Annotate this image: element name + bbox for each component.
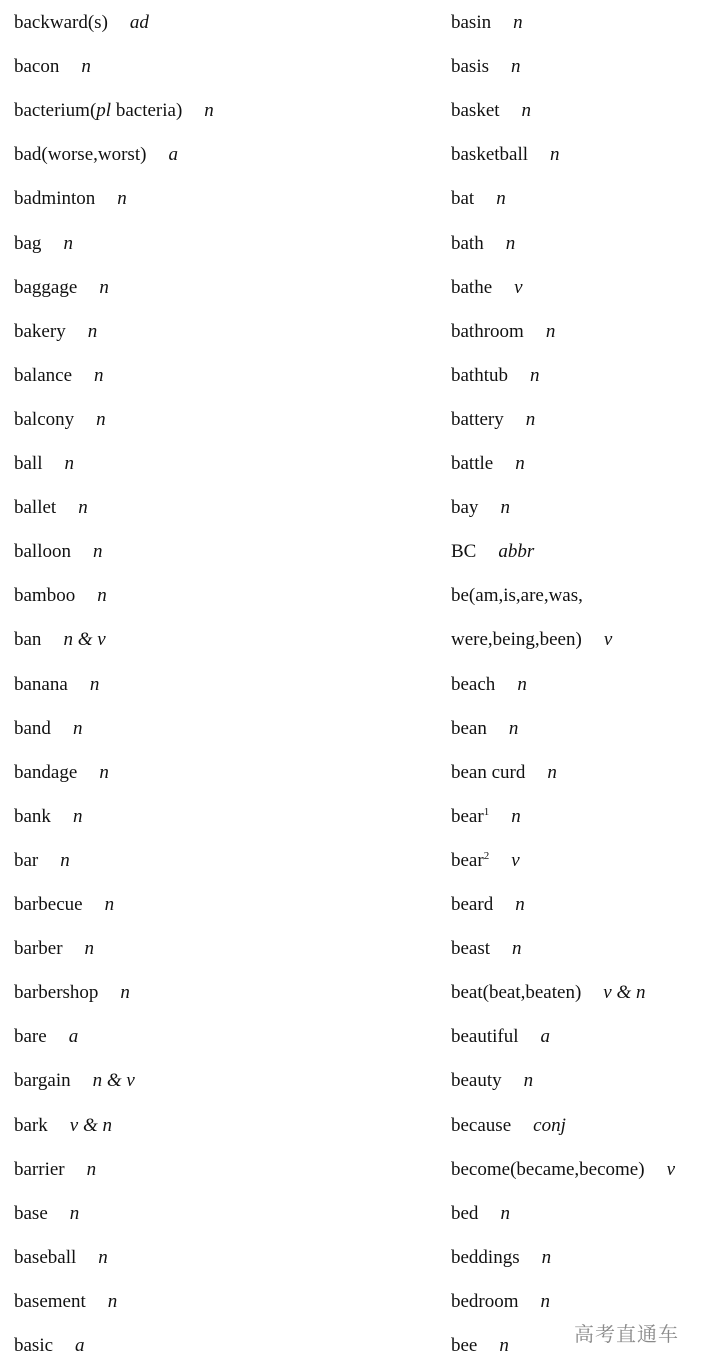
part-of-speech: n	[540, 1290, 551, 1312]
part-of-speech: n	[530, 364, 540, 386]
part-of-speech: n	[72, 717, 83, 739]
word-base: bandage	[14, 761, 78, 783]
word-entry	[451, 1290, 550, 1314]
word-text	[451, 409, 504, 430]
word-entry	[451, 761, 557, 785]
word-text	[14, 850, 38, 871]
word-entry	[14, 232, 73, 256]
word-text	[14, 1115, 48, 1136]
part-of-speech: n	[72, 805, 83, 827]
word-entry	[14, 55, 91, 79]
word-text	[451, 762, 525, 783]
word-base: bathtub	[451, 364, 508, 386]
word-base: beach	[451, 673, 496, 695]
word-base: bathe	[451, 276, 493, 298]
word-text	[14, 938, 63, 959]
word-text	[14, 365, 72, 386]
part-of-speech: n	[107, 1290, 118, 1312]
word-base: balloon	[14, 541, 71, 563]
word-base: barbecue	[14, 894, 83, 915]
word-text	[14, 188, 95, 209]
word-text	[14, 321, 66, 342]
word-entry	[451, 717, 518, 741]
word-entry	[451, 496, 510, 520]
word-base: basin	[451, 12, 492, 33]
part-of-speech: n	[96, 408, 106, 430]
word-entry	[14, 187, 127, 211]
word-text	[14, 894, 83, 915]
word-base: bag	[14, 232, 42, 254]
word-base: basis	[451, 56, 489, 78]
word-entry	[451, 1069, 533, 1093]
word-entry	[451, 55, 521, 79]
word-entry	[14, 1114, 112, 1138]
part-of-speech: n	[511, 805, 521, 827]
part-of-speech: a	[168, 144, 178, 166]
word-base: ban	[14, 629, 42, 651]
word-entry	[451, 937, 522, 961]
word-text	[14, 409, 74, 430]
word-base: base	[14, 1202, 48, 1224]
word-base: bedroom	[451, 1290, 519, 1312]
word-base: bank	[14, 805, 51, 827]
part-of-speech: n	[99, 276, 109, 298]
word-base: ballet	[14, 497, 57, 519]
part-of-speech: v	[511, 849, 520, 871]
part-of-speech: n	[513, 12, 523, 33]
part-of-speech: a	[75, 1335, 85, 1356]
word-text	[451, 541, 476, 562]
word-text	[451, 321, 524, 342]
word-base: balcony	[14, 408, 75, 430]
word-base: beautiful	[451, 1026, 519, 1048]
word-base: bean curd	[451, 761, 526, 783]
part-of-speech: n	[512, 938, 522, 960]
word-text	[14, 1335, 53, 1356]
part-of-speech: n	[98, 1246, 108, 1268]
word-entry	[14, 717, 82, 741]
word-entry	[14, 99, 214, 123]
part-of-speech: n	[93, 541, 103, 563]
word-text	[451, 806, 489, 827]
word-entry	[14, 11, 149, 35]
word-entry	[451, 981, 646, 1005]
part-of-speech: v	[666, 1158, 676, 1180]
word-entry	[451, 1158, 675, 1182]
part-of-speech: a	[540, 1026, 551, 1048]
word-entry	[14, 496, 88, 520]
word-text	[14, 982, 98, 1003]
word-entry	[451, 893, 525, 917]
word-entry	[451, 187, 506, 211]
watermark: 高考直通车	[574, 1322, 679, 1346]
word-text	[451, 1247, 520, 1268]
part-of-speech: n	[60, 849, 70, 871]
word-base: battle	[451, 453, 494, 474]
word-entry	[14, 893, 114, 917]
word-entry	[451, 320, 555, 344]
word-entry	[451, 1334, 509, 1358]
word-text	[451, 233, 484, 254]
part-of-speech: n	[63, 232, 73, 254]
word-entry	[14, 1158, 96, 1182]
word-base: bamboo	[14, 585, 76, 607]
part-of-speech: v	[514, 276, 523, 298]
word-entry	[14, 1246, 108, 1270]
word-base: basic	[14, 1335, 54, 1356]
word-text	[451, 1291, 519, 1312]
word-base: balance	[14, 364, 73, 386]
part-of-speech: n	[515, 894, 525, 915]
word-base: were,being,been)	[451, 629, 582, 651]
word-entry	[14, 452, 74, 476]
part-of-speech: n	[117, 188, 127, 210]
word-text	[14, 718, 51, 739]
part-of-speech: n	[500, 1202, 510, 1224]
word-entry	[14, 981, 130, 1005]
word-text	[451, 674, 495, 695]
word-base: bear	[451, 805, 484, 827]
part-of-speech: n	[505, 232, 516, 254]
word-text	[14, 233, 41, 254]
homograph-number: 1	[483, 805, 490, 818]
word-base: be(am,is,are,was,	[451, 585, 583, 607]
word-text	[14, 453, 43, 474]
word-entry	[14, 1025, 78, 1049]
word-text	[451, 188, 474, 209]
word-base: bear	[451, 849, 484, 871]
word-entry	[14, 540, 103, 564]
word-entry	[451, 628, 612, 652]
part-of-speech: n	[81, 56, 91, 78]
word-entry	[451, 673, 527, 697]
word-text	[14, 806, 51, 827]
word-text	[14, 541, 71, 562]
word-text	[451, 629, 582, 650]
word-entry	[451, 11, 523, 35]
part-of-speech: n	[97, 585, 107, 607]
word-text	[451, 277, 492, 298]
part-of-speech: n	[69, 1202, 80, 1224]
word-text	[14, 277, 77, 298]
word-entry	[14, 364, 104, 388]
word-base: bed	[451, 1202, 479, 1224]
word-base: ball	[14, 453, 43, 474]
word-base: backward(s)	[14, 12, 108, 33]
word-text	[451, 585, 583, 606]
word-text	[14, 1203, 48, 1224]
part-of-speech: n	[541, 1246, 552, 1268]
word-base: bay	[451, 497, 479, 519]
word-text	[451, 1159, 645, 1180]
word-base: basketball	[451, 144, 529, 166]
word-entry	[14, 1202, 79, 1226]
word-base: BC	[451, 541, 477, 563]
word-base: baseball	[14, 1246, 77, 1268]
word-entry	[451, 1246, 551, 1270]
word-text	[451, 365, 508, 386]
part-of-speech: n	[86, 1158, 97, 1180]
word-base: banana	[14, 673, 68, 695]
part-of-speech: n	[547, 761, 557, 783]
word-entry	[451, 364, 540, 388]
word-entry	[14, 673, 99, 697]
word-entry	[14, 584, 107, 608]
word-base: basement	[14, 1290, 86, 1312]
word-base: beard	[451, 894, 494, 915]
word-text	[451, 1070, 502, 1091]
word-text	[14, 674, 68, 695]
word-base: barbershop	[14, 982, 99, 1004]
word-base: bacon	[14, 56, 60, 78]
word-entry	[451, 143, 560, 167]
part-of-speech: abbr	[498, 541, 535, 563]
word-text	[14, 1070, 71, 1091]
part-of-speech: n	[521, 100, 532, 122]
part-of-speech: n	[94, 364, 104, 386]
word-entry	[14, 805, 82, 829]
part-of-speech: n	[499, 1335, 509, 1356]
word-text	[14, 629, 41, 650]
word-entry	[451, 1114, 566, 1138]
word-base: barber	[14, 938, 63, 960]
word-text	[14, 100, 182, 121]
word-base: bakery	[14, 320, 66, 342]
part-of-speech: n	[87, 320, 98, 342]
part-of-speech: n	[508, 717, 519, 739]
word-base: bean	[451, 717, 487, 739]
word-entry	[14, 276, 109, 300]
word-entry	[14, 143, 178, 167]
word-text	[451, 1335, 477, 1356]
part-of-speech: n	[550, 144, 560, 166]
word-text	[14, 1026, 47, 1047]
word-entry	[14, 937, 94, 961]
part-of-speech: n	[84, 938, 95, 960]
word-base: bad(worse,worst)	[14, 144, 147, 166]
word-entry	[451, 1025, 550, 1049]
word-entry	[14, 761, 109, 785]
word-entry	[451, 99, 531, 123]
word-text	[14, 1159, 65, 1180]
word-text	[451, 100, 500, 121]
homograph-number: 2	[483, 849, 490, 862]
word-entry	[14, 1334, 85, 1358]
part-of-speech: n	[78, 497, 88, 519]
part-of-speech: n & v	[92, 1070, 135, 1092]
part-of-speech: n	[104, 894, 115, 915]
part-of-speech: n	[515, 453, 525, 474]
word-text-part: bacterium(	[14, 100, 97, 122]
word-text	[14, 497, 56, 518]
part-of-speech: v & n	[69, 1114, 112, 1136]
word-base: bat	[451, 188, 475, 210]
word-base: beauty	[451, 1070, 502, 1092]
word-base: bare	[14, 1026, 47, 1048]
word-text	[14, 12, 108, 33]
word-base: beast	[451, 938, 491, 960]
word-base: band	[14, 717, 51, 739]
word-entry	[451, 452, 525, 476]
word-text	[451, 1115, 511, 1136]
part-of-speech: n	[545, 320, 556, 342]
word-base: baggage	[14, 276, 78, 298]
part-of-speech: n	[523, 1070, 534, 1092]
word-base: bath	[451, 232, 484, 254]
part-of-speech: n	[496, 188, 506, 210]
word-base: basket	[451, 100, 500, 122]
word-entry	[451, 408, 535, 432]
word-text	[451, 56, 489, 77]
word-base: bargain	[14, 1070, 71, 1092]
word-base: become(became,become)	[451, 1158, 645, 1180]
word-base: beddings	[451, 1246, 520, 1268]
word-entry	[14, 849, 70, 873]
word-text	[451, 982, 581, 1003]
word-text	[14, 144, 146, 165]
part-of-speech: n	[517, 673, 527, 695]
part-of-speech: ad	[129, 12, 149, 33]
word-text	[14, 1247, 76, 1268]
word-text-part: bacteria)	[111, 100, 183, 122]
word-base: bathroom	[451, 320, 524, 342]
part-of-speech: n	[500, 497, 510, 519]
part-of-speech: n	[525, 408, 536, 430]
part-of-speech: n	[64, 453, 74, 474]
word-base: bar	[14, 849, 39, 871]
word-text	[14, 1291, 86, 1312]
word-entry	[451, 584, 583, 608]
word-base: battery	[451, 408, 504, 430]
word-entry	[451, 276, 523, 300]
part-of-speech: n	[89, 673, 100, 695]
word-text	[451, 12, 491, 33]
word-entry	[14, 1069, 135, 1093]
part-of-speech: v & n	[603, 982, 646, 1004]
part-of-speech: v	[603, 629, 613, 651]
word-entry	[14, 320, 97, 344]
word-entry	[451, 540, 534, 564]
word-text	[14, 762, 77, 783]
part-of-speech: n & v	[63, 629, 106, 651]
word-text	[451, 938, 490, 959]
word-base: bee	[451, 1335, 478, 1356]
part-of-speech: a	[68, 1026, 79, 1048]
word-entry	[451, 232, 515, 256]
word-entry	[451, 1202, 510, 1226]
part-of-speech: n	[99, 761, 109, 783]
word-entry	[451, 849, 520, 873]
part-of-speech: n	[204, 100, 214, 122]
part-of-speech: conj	[533, 1114, 566, 1136]
word-text	[451, 1203, 478, 1224]
word-text	[451, 497, 478, 518]
word-text	[451, 453, 493, 474]
word-base: because	[451, 1114, 512, 1136]
word-text	[14, 56, 59, 77]
word-base: bark	[14, 1114, 48, 1136]
word-base: beat(beat,beaten)	[451, 982, 582, 1004]
part-of-speech: n	[511, 56, 521, 78]
plural-abbr: pl	[96, 100, 112, 122]
word-text	[451, 1026, 519, 1047]
word-text	[14, 585, 75, 606]
word-base: badminton	[14, 188, 96, 210]
word-text	[451, 144, 528, 165]
word-entry	[451, 805, 521, 829]
word-text	[451, 718, 487, 739]
word-text	[451, 894, 493, 915]
word-text	[451, 850, 489, 871]
word-base: barrier	[14, 1158, 65, 1180]
part-of-speech: n	[120, 982, 130, 1004]
word-entry	[14, 628, 106, 652]
word-entry	[14, 408, 106, 432]
word-entry	[14, 1290, 117, 1314]
